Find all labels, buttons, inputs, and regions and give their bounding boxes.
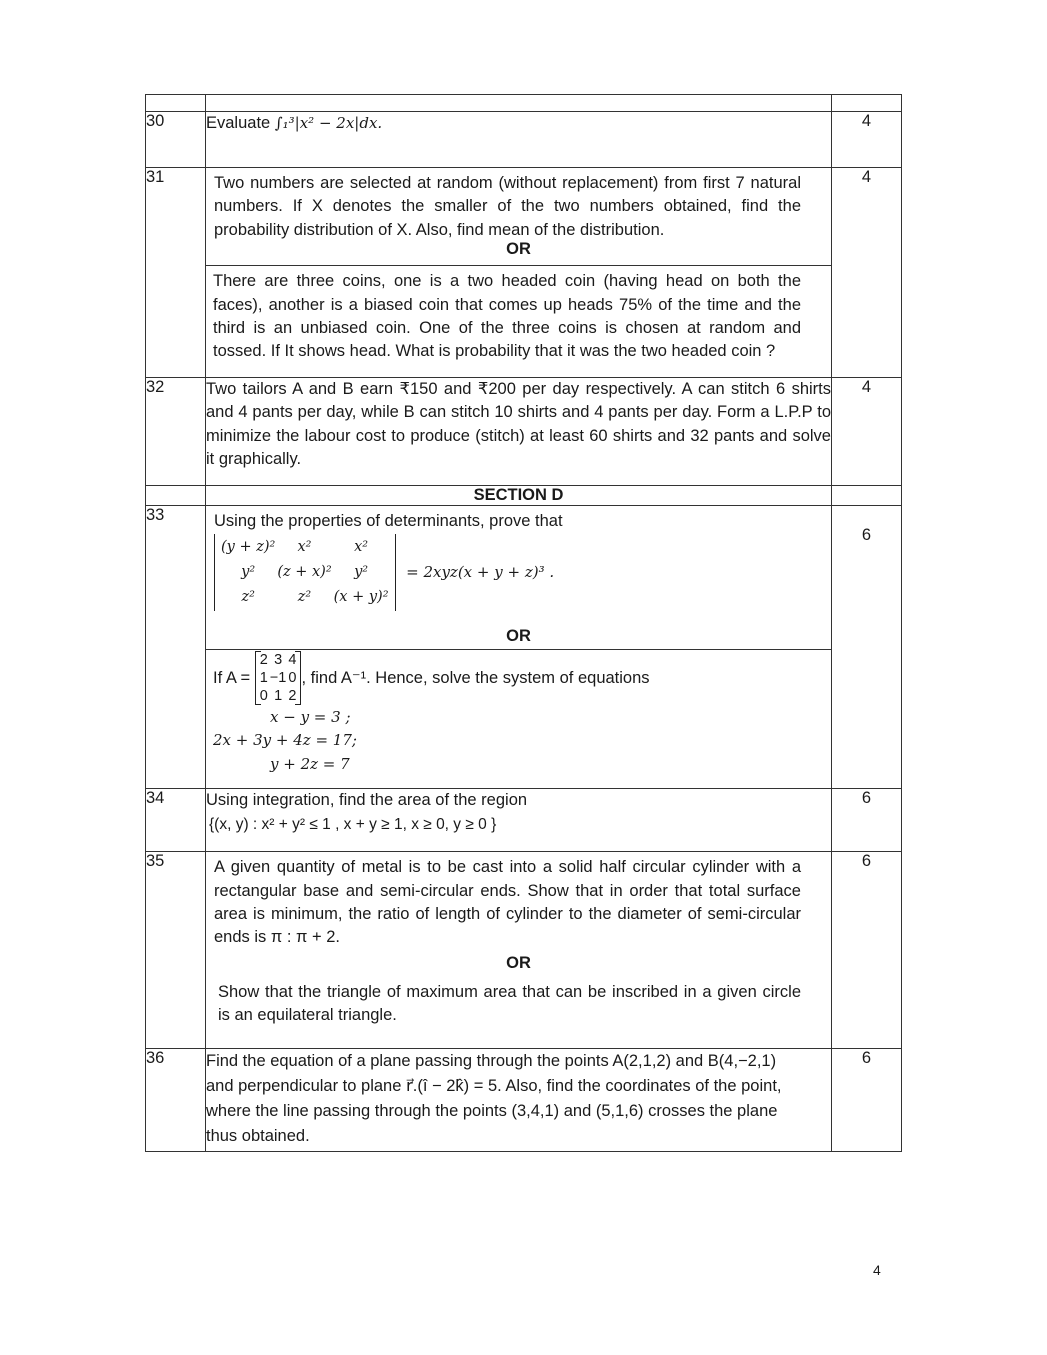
question-marks: 6 xyxy=(832,506,902,789)
matrix-row xyxy=(260,670,297,686)
determinant xyxy=(214,534,396,611)
matrix-cell: 1 xyxy=(274,687,283,704)
determinant-row xyxy=(221,586,389,609)
question-text xyxy=(206,112,832,168)
question-table xyxy=(145,94,902,1152)
page-number: 4 xyxy=(873,1262,881,1278)
question-body xyxy=(206,168,832,378)
question-row-34 xyxy=(146,789,902,852)
question-table-container xyxy=(145,94,901,1152)
question-number: 33 xyxy=(146,506,206,789)
matrix-cell: 4 xyxy=(288,651,297,668)
question-number: 32 xyxy=(146,377,206,486)
matrix-cell: 2 xyxy=(288,687,297,704)
question-row-35 xyxy=(146,852,902,1048)
equation-1: x − y = 3 ; xyxy=(270,707,351,726)
or-divider: OR xyxy=(506,240,531,259)
integral-expression: ∫₁³|x² − 2x|dx. xyxy=(274,114,383,132)
question-row-33 xyxy=(146,506,902,789)
question-row-30 xyxy=(146,112,902,168)
determinant-cell: z² xyxy=(297,588,312,605)
determinant-cell: x² xyxy=(297,538,312,555)
matrix-cell: 3 xyxy=(274,651,283,668)
determinant-row xyxy=(221,561,389,584)
evaluate-label: Evaluate xyxy=(206,114,271,132)
alternative-question-text: Show that the triangle of maximum area that can be inscribed in a given circle is an equilateral triangle. xyxy=(218,982,801,1025)
or-divider: OR xyxy=(506,626,531,645)
question-number: 30 xyxy=(146,112,206,168)
question-text: Using integration, find the area of the region xyxy=(206,791,528,810)
matrix-cell: 1 xyxy=(259,669,268,686)
question-body xyxy=(206,506,832,789)
question-number: 35 xyxy=(146,852,206,1048)
determinant-cell: (z + x)² xyxy=(277,563,332,580)
matrix-line xyxy=(213,650,801,706)
question-number: 36 xyxy=(146,1048,206,1151)
determinant-cell: y² xyxy=(241,563,256,580)
question-marks: 6 xyxy=(832,852,902,1048)
question-marks: 6 xyxy=(832,1048,902,1151)
or-divider: OR xyxy=(506,953,531,972)
determinant-cell: y² xyxy=(354,563,369,580)
matrix-A xyxy=(255,650,302,706)
question-number: 31 xyxy=(146,168,206,378)
alternative-question xyxy=(205,649,831,789)
question-text: Two numbers are selected at random (without replacement) from first 7 natural numbers. If X denotes the smaller of the two numbers obtained, find the probability distribution of X. Also, find mean of the distribution. xyxy=(214,174,801,239)
section-title: SECTION D xyxy=(206,486,832,506)
matrix-row xyxy=(260,688,297,704)
question-body xyxy=(206,852,832,1048)
question-marks: 4 xyxy=(832,168,902,378)
equation-2: 2x + 3y + 4z = 17; xyxy=(213,731,357,750)
question-marks: 6 xyxy=(832,789,902,852)
matrix-row xyxy=(260,652,297,668)
determinant-row xyxy=(221,536,389,559)
determinant-rhs: = 2xyz(x + y + z)³ . xyxy=(406,563,555,582)
question-row-32 xyxy=(146,377,902,486)
section-heading-row xyxy=(146,486,902,506)
determinant-equation xyxy=(206,534,831,611)
question-marks: 4 xyxy=(832,112,902,168)
equation-3: y + 2z = 7 xyxy=(270,754,350,773)
determinant-cell: x² xyxy=(354,538,369,555)
question-text: Using the properties of determinants, prove that xyxy=(214,512,563,531)
matrix-cell: −1 xyxy=(269,669,287,686)
matrix-prefix: If A = xyxy=(213,668,251,687)
matrix-cell: 2 xyxy=(259,651,268,668)
determinant-cell: (y + z)² xyxy=(221,538,276,555)
question-text: Two tailors A and B earn ₹150 and ₹200 per day respectively. A can stitch 6 shirts and 4 pants per day, while B can stitch 10 shirts and 4 pants per day. Form a L.P.P to minimize the labour cost to produce (stitch) at least 60 shirts and 32 pants and solve it graphically. xyxy=(206,377,832,486)
matrix-cell: 0 xyxy=(259,687,268,704)
determinant-cell: (x + y)² xyxy=(333,588,389,605)
matrix-suffix: , find A⁻¹. Hence, solve the system of equations xyxy=(301,668,650,687)
region-definition: {(x, y) : x² + y² ≤ 1 , x + y ≥ 1, x ≥ 0, y ≥ 0 } xyxy=(209,815,497,833)
question-row-36 xyxy=(146,1048,902,1151)
alternative-question-text: There are three coins, one is a two headed coin (having head on both the faces), another is a biased coin that comes up heads 75% of the time and the third is an unbiased coin. One of the three coins is chosen at random and tossed. If It shows head. What is probability that it was the two headed coin ? xyxy=(205,265,831,377)
question-marks: 4 xyxy=(832,377,902,486)
question-body xyxy=(206,789,832,852)
question-text: Find the equation of a plane passing through the points A(2,1,2) and B(4,−2,1) and perpendicular to plane r⃗.(î − 2k̂) = 5. Also, find the coordinates of the point, where the line passing through the points (3,4,1) and (5,1,6) crosses the plane thus obtained. xyxy=(206,1048,832,1151)
table-header-row xyxy=(146,95,902,112)
matrix-cell: 0 xyxy=(288,669,297,686)
determinant-cell: z² xyxy=(241,588,255,605)
question-number: 34 xyxy=(146,789,206,852)
question-row-31 xyxy=(146,168,902,378)
question-text: A given quantity of metal is to be cast into a solid half circular cylinder with a rectangular base and semi-circular ends. Show that in order that total surface area is minimum, the ratio of length of cylinder to the diameter of semi-circular ends is π : π + 2. xyxy=(214,858,801,947)
